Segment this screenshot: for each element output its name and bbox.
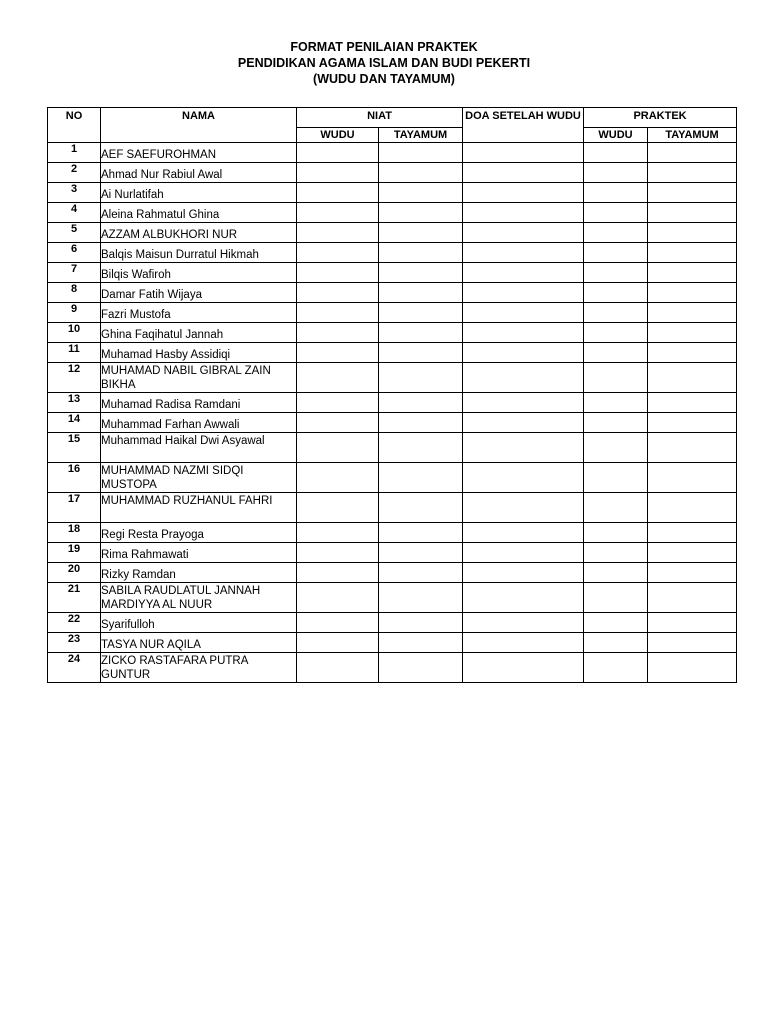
header-niat-tayamum: TAYAMUM [379,128,463,143]
score-praktek-tayamum[interactable] [648,523,737,543]
score-niat-tayamum[interactable] [379,433,463,463]
score-doa[interactable] [463,143,584,163]
row-number: 7 [48,263,101,283]
score-doa[interactable] [463,633,584,653]
score-praktek-wudu[interactable] [584,323,648,343]
score-praktek-tayamum[interactable] [648,263,737,283]
score-praktek-tayamum[interactable] [648,303,737,323]
score-niat-wudu[interactable] [297,303,379,323]
assessment-table [47,107,737,683]
score-doa[interactable] [463,653,584,683]
score-niat-tayamum[interactable] [379,523,463,543]
score-niat-tayamum[interactable] [379,183,463,203]
row-number: 20 [48,563,101,583]
table-row [48,143,737,163]
score-praktek-wudu[interactable] [584,523,648,543]
score-praktek-tayamum[interactable] [648,283,737,303]
score-praktek-wudu[interactable] [584,263,648,283]
score-niat-wudu[interactable] [297,393,379,413]
row-number: 18 [48,523,101,543]
score-niat-tayamum[interactable] [379,303,463,323]
score-praktek-wudu[interactable] [584,493,648,523]
title-line-3: (WUDU DAN TAYAMUM) [313,72,455,86]
score-niat-wudu[interactable] [297,183,379,203]
student-name: Aleina Rahmatul Ghina [101,203,297,223]
score-doa[interactable] [463,283,584,303]
header-niat: NIAT [297,108,463,128]
score-praktek-tayamum[interactable] [648,563,737,583]
score-doa[interactable] [463,203,584,223]
score-niat-tayamum[interactable] [379,493,463,523]
score-doa[interactable] [463,493,584,523]
score-praktek-wudu[interactable] [584,243,648,263]
student-name: Damar Fatih Wijaya [101,283,297,303]
student-name: Ahmad Nur Rabiul Awal [101,163,297,183]
score-praktek-tayamum[interactable] [648,633,737,653]
row-number: 14 [48,413,101,433]
student-name: Muhamad Radisa Ramdani [101,393,297,413]
document-title [0,39,768,87]
score-doa[interactable] [463,433,584,463]
row-number: 21 [48,583,101,613]
score-praktek-wudu[interactable] [584,633,648,653]
student-name: Syarifulloh [101,613,297,633]
table-row [48,433,737,463]
score-niat-tayamum[interactable] [379,323,463,343]
score-niat-wudu[interactable] [297,493,379,523]
score-praktek-wudu[interactable] [584,433,648,463]
score-niat-tayamum[interactable] [379,543,463,563]
row-number: 8 [48,283,101,303]
header-nama: NAMA [101,108,297,143]
score-niat-wudu[interactable] [297,323,379,343]
table-row [48,263,737,283]
student-name: Muhammad Farhan Awwali [101,413,297,433]
score-praktek-tayamum[interactable] [648,543,737,563]
row-number: 2 [48,163,101,183]
row-number: 4 [48,203,101,223]
score-praktek-tayamum[interactable] [648,323,737,343]
student-name: Balqis Maisun Durratul Hikmah [101,243,297,263]
score-niat-wudu[interactable] [297,223,379,243]
row-number: 19 [48,543,101,563]
header-doa-setelah-wudu: DOA SETELAH WUDU [463,108,584,143]
row-number: 13 [48,393,101,413]
student-name: Muhammad Haikal Dwi Asyawal [101,433,297,463]
score-doa[interactable] [463,523,584,543]
table-row [48,633,737,653]
score-doa[interactable] [463,223,584,243]
score-doa[interactable] [463,363,584,393]
score-niat-tayamum[interactable] [379,413,463,433]
student-name: Ghina Faqihatul Jannah [101,323,297,343]
header-praktek-wudu: WUDU [584,128,648,143]
score-doa[interactable] [463,413,584,433]
score-praktek-wudu[interactable] [584,363,648,393]
score-niat-wudu[interactable] [297,543,379,563]
score-praktek-tayamum[interactable] [648,583,737,613]
title-line-1: FORMAT PENILAIAN PRAKTEK [290,40,478,54]
score-niat-tayamum[interactable] [379,363,463,393]
score-doa[interactable] [463,163,584,183]
score-praktek-tayamum[interactable] [648,243,737,263]
table-row [48,323,737,343]
score-niat-wudu[interactable] [297,433,379,463]
score-niat-wudu[interactable] [297,563,379,583]
score-praktek-wudu[interactable] [584,463,648,493]
row-number: 15 [48,433,101,463]
score-praktek-tayamum[interactable] [648,463,737,493]
table-row [48,343,737,363]
row-number: 22 [48,613,101,633]
student-name: MUHAMMAD RUZHANUL FAHRI [101,493,297,523]
score-praktek-wudu[interactable] [584,563,648,583]
student-name: Muhamad Hasby Assidiqi [101,343,297,363]
table-row [48,493,737,523]
score-niat-wudu[interactable] [297,263,379,283]
table-row [48,163,737,183]
student-name: Rima Rahmawati [101,543,297,563]
score-niat-tayamum[interactable] [379,263,463,283]
table-row [48,653,737,683]
score-niat-tayamum[interactable] [379,243,463,263]
row-number: 24 [48,653,101,683]
row-number: 6 [48,243,101,263]
score-niat-tayamum[interactable] [379,343,463,363]
score-praktek-tayamum[interactable] [648,143,737,163]
score-doa[interactable] [463,183,584,203]
student-name: MUHAMAD NABIL GIBRAL ZAIN BIKHA [101,363,297,393]
header-praktek-tayamum: TAYAMUM [648,128,737,143]
student-name: AEF SAEFUROHMAN [101,143,297,163]
header-praktek: PRAKTEK [584,108,737,128]
score-praktek-wudu[interactable] [584,613,648,633]
score-doa[interactable] [463,303,584,323]
score-niat-wudu[interactable] [297,653,379,683]
score-niat-wudu[interactable] [297,163,379,183]
table-row [48,243,737,263]
table-row [48,223,737,243]
student-name: Rizky Ramdan [101,563,297,583]
table-row [48,303,737,323]
student-name: SABILA RAUDLATUL JANNAH MARDIYYA AL NUUR [101,583,297,613]
score-doa[interactable] [463,463,584,493]
title-line-2: PENDIDIKAN AGAMA ISLAM DAN BUDI PEKERTI [237,56,531,70]
score-praktek-wudu[interactable] [584,283,648,303]
score-niat-tayamum[interactable] [379,203,463,223]
score-praktek-tayamum[interactable] [648,343,737,363]
score-doa[interactable] [463,583,584,613]
student-name: Ai Nurlatifah [101,183,297,203]
table-row [48,413,737,433]
score-praktek-wudu[interactable] [584,413,648,433]
student-name: MUHAMMAD NAZMI SIDQI MUSTOPA [101,463,297,493]
score-praktek-tayamum[interactable] [648,203,737,223]
table-row [48,393,737,413]
row-number: 12 [48,363,101,393]
score-praktek-tayamum[interactable] [648,493,737,523]
score-doa[interactable] [463,323,584,343]
score-niat-tayamum[interactable] [379,143,463,163]
table-row [48,183,737,203]
score-niat-tayamum[interactable] [379,393,463,413]
score-praktek-wudu[interactable] [584,223,648,243]
score-praktek-tayamum[interactable] [648,413,737,433]
score-praktek-wudu[interactable] [584,143,648,163]
score-niat-wudu[interactable] [297,343,379,363]
row-number: 9 [48,303,101,323]
student-name: Regi Resta Prayoga [101,523,297,543]
table-row [48,283,737,303]
header-no: NO [48,108,101,143]
score-doa[interactable] [463,393,584,413]
student-name: Fazri Mustofa [101,303,297,323]
table-row [48,543,737,563]
row-number: 1 [48,143,101,163]
score-niat-tayamum[interactable] [379,163,463,183]
score-doa[interactable] [463,563,584,583]
score-praktek-tayamum[interactable] [648,163,737,183]
table-row [48,463,737,493]
score-praktek-wudu[interactable] [584,653,648,683]
score-praktek-tayamum[interactable] [648,363,737,393]
score-praktek-tayamum[interactable] [648,183,737,203]
row-number: 11 [48,343,101,363]
score-niat-wudu[interactable] [297,283,379,303]
row-number: 23 [48,633,101,653]
score-praktek-wudu[interactable] [584,343,648,363]
score-niat-wudu[interactable] [297,583,379,613]
score-niat-tayamum[interactable] [379,283,463,303]
student-name: Bilqis Wafiroh [101,263,297,283]
score-niat-tayamum[interactable] [379,583,463,613]
row-number: 17 [48,493,101,523]
row-number: 3 [48,183,101,203]
score-praktek-tayamum[interactable] [648,653,737,683]
score-praktek-wudu[interactable] [584,543,648,563]
student-name: ZICKO RASTAFARA PUTRA GUNTUR [101,653,297,683]
score-niat-wudu[interactable] [297,243,379,263]
score-niat-wudu[interactable] [297,523,379,543]
table-row [48,363,737,393]
score-niat-tayamum[interactable] [379,653,463,683]
score-doa[interactable] [463,243,584,263]
table-row [48,583,737,613]
score-niat-tayamum[interactable] [379,463,463,493]
score-doa[interactable] [463,343,584,363]
header-row-1 [48,108,737,128]
score-praktek-wudu[interactable] [584,303,648,323]
score-praktek-wudu[interactable] [584,183,648,203]
score-praktek-tayamum[interactable] [648,393,737,413]
score-praktek-tayamum[interactable] [648,613,737,633]
row-number: 5 [48,223,101,243]
score-niat-tayamum[interactable] [379,633,463,653]
score-niat-tayamum[interactable] [379,613,463,633]
table-row [48,203,737,223]
score-doa[interactable] [463,263,584,283]
score-praktek-wudu[interactable] [584,203,648,223]
score-praktek-wudu[interactable] [584,583,648,613]
score-praktek-wudu[interactable] [584,393,648,413]
score-niat-wudu[interactable] [297,143,379,163]
score-doa[interactable] [463,543,584,563]
score-niat-wudu[interactable] [297,363,379,393]
score-niat-wudu[interactable] [297,413,379,433]
table-row [48,613,737,633]
row-number: 10 [48,323,101,343]
score-niat-tayamum[interactable] [379,563,463,583]
score-niat-wudu[interactable] [297,613,379,633]
score-praktek-wudu[interactable] [584,163,648,183]
score-niat-wudu[interactable] [297,633,379,653]
score-niat-tayamum[interactable] [379,223,463,243]
table-row [48,563,737,583]
table-row [48,523,737,543]
row-number: 16 [48,463,101,493]
student-name: AZZAM ALBUKHORI NUR [101,223,297,243]
score-niat-wudu[interactable] [297,203,379,223]
header-niat-wudu: WUDU [297,128,379,143]
score-praktek-tayamum[interactable] [648,433,737,463]
score-doa[interactable] [463,613,584,633]
score-praktek-tayamum[interactable] [648,223,737,243]
student-name: TASYA NUR AQILA [101,633,297,653]
score-niat-wudu[interactable] [297,463,379,493]
